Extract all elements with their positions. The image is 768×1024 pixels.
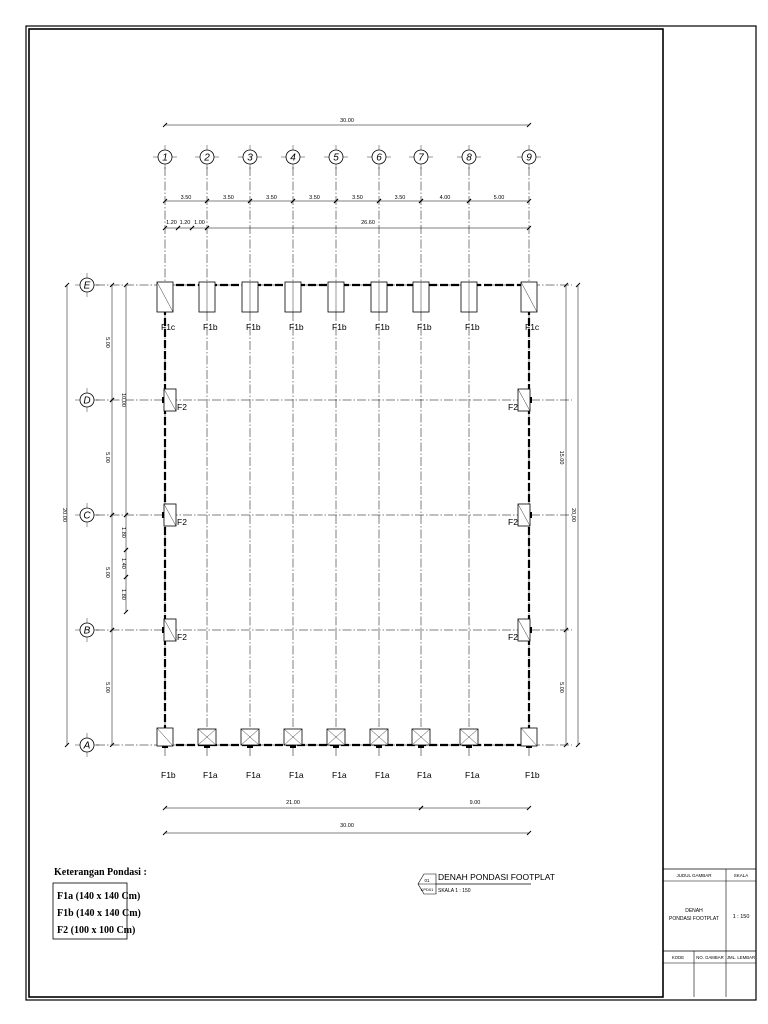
footing-F1b — [157, 728, 173, 746]
dimension-label: 5.00 — [104, 567, 110, 578]
dimension-bottom-right — [419, 800, 531, 810]
legend-item-f1b: F1b (140 x 140 Cm) — [57, 908, 141, 919]
bubble-label: C — [83, 510, 91, 522]
dimension-left-small — [120, 548, 128, 579]
footing-label-side-left: F2 — [177, 632, 187, 642]
dimension-label: 30.00 — [340, 118, 354, 124]
footing-label-bottom-8: F1a — [465, 770, 480, 780]
title-block-judul-line2: PONDASI FOOTPLAT — [669, 916, 719, 922]
footing-F1a — [460, 729, 478, 745]
dimension-label: 4.00 — [439, 195, 451, 201]
dimension-left-span — [104, 283, 114, 402]
bubble-label: E — [83, 280, 91, 292]
footing-F1b — [199, 282, 215, 312]
dimension-span-top — [163, 195, 209, 203]
dimension-label: 20.00 — [61, 508, 67, 522]
dimension-label: 20.00 — [570, 508, 576, 522]
dimension-left-sub — [120, 283, 128, 517]
footing-F1a — [327, 729, 345, 745]
grid-bubble-col-5 — [324, 145, 348, 169]
bubble-label: 8 — [466, 152, 472, 164]
title-block-judul-line1: DENAH — [685, 908, 703, 914]
drawing-frame — [29, 29, 663, 997]
dimension-right-top — [558, 283, 568, 632]
footing-F1b — [242, 282, 258, 312]
grid-axes — [96, 167, 572, 757]
footing-label-side-right: F2 — [508, 632, 518, 642]
dimension-left-span — [104, 628, 114, 747]
bubble-label: 2 — [204, 152, 210, 164]
dimension-label: 15.00 — [558, 450, 564, 465]
footing-label-bottom-6: F1a — [375, 770, 390, 780]
grid-bubble-col-2 — [195, 145, 219, 169]
dimension-left-small — [120, 575, 128, 614]
footing-F1b — [285, 282, 301, 312]
grid-bubble-col-3 — [238, 145, 262, 169]
bubble-label: 7 — [418, 152, 424, 164]
title-block-jml-lembar-label: JML. LEMBAR — [726, 955, 756, 960]
bubble-label: A — [83, 740, 91, 752]
sheet-outer-border — [26, 26, 756, 1000]
dimension-label: 5.00 — [104, 682, 110, 693]
legend-item-f1a: F1a (140 x 140 Cm) — [57, 891, 141, 902]
footing-label-side-right: F2 — [508, 402, 518, 412]
dimension-left-span — [104, 513, 114, 632]
dimension-label: 1.20 — [166, 220, 177, 226]
footing-label-bottom-5: F1a — [332, 770, 347, 780]
footing-F1a — [412, 729, 430, 745]
detail-ref-sheet: KPD01 — [420, 887, 434, 892]
dimension-label: 5.00 — [104, 452, 110, 463]
drawing-scale: SKALA 1 : 150 — [438, 888, 471, 894]
footing-F1b — [328, 282, 344, 312]
dimension-total-top — [163, 118, 531, 127]
grid-bubble-col-6 — [367, 145, 391, 169]
dimension-label: 9.00 — [469, 800, 481, 806]
footing-F2 — [518, 504, 530, 526]
footing-F1a — [370, 729, 388, 745]
dimension-span-top — [419, 195, 471, 203]
grid-bubble-col-1 — [153, 145, 177, 169]
dimension-label: 3.50 — [309, 195, 320, 201]
footing-label-side-left: F2 — [177, 402, 187, 412]
footing-label-top-9: F1c — [525, 322, 540, 332]
detail-ref-number: 01 — [424, 878, 430, 883]
bubble-label: 5 — [333, 152, 339, 164]
footing-label-top-2: F1b — [203, 322, 218, 332]
footing-label-top-4: F1b — [289, 322, 304, 332]
bubble-label: D — [83, 395, 91, 407]
footing-F1b — [371, 282, 387, 312]
dimension-label: 3.50 — [180, 195, 192, 201]
dimension-label: 5.00 — [558, 682, 564, 693]
dimension-right-bottom — [558, 628, 568, 747]
bubble-label: B — [83, 625, 91, 637]
dimension-bottom-left — [163, 800, 423, 810]
grid-bubbles — [75, 145, 541, 757]
footing-F1c — [157, 282, 173, 312]
dimension-span-top — [291, 195, 338, 203]
title-block-scale-value: 1 : 150 — [732, 914, 750, 920]
dimension-label: 3.50 — [394, 195, 406, 201]
legend-title: Keterangan Pondasi : — [54, 867, 147, 878]
dimension-left-span — [104, 398, 114, 517]
footing-F1a — [198, 729, 216, 745]
title-block-skala-label: SKALA — [733, 873, 749, 878]
title-block-kode-label: KODE — [671, 955, 685, 960]
footing-label-top-1: F1c — [161, 322, 176, 332]
bubble-label: 1 — [162, 152, 168, 164]
footing-label-top-3: F1b — [246, 322, 261, 332]
footing-F2 — [518, 389, 530, 411]
footing-label-bottom-9: F1b — [525, 770, 540, 780]
grid-bubble-row-C — [75, 503, 99, 527]
dimension-left-total — [61, 283, 69, 747]
grid-bubble-col-7 — [409, 145, 433, 169]
dimension-left-small — [120, 513, 128, 552]
footing-F1b — [461, 282, 477, 312]
footing-label-side-left: F2 — [177, 517, 187, 527]
footings — [157, 282, 540, 780]
footing-F1b — [521, 728, 537, 746]
drawing-title-block — [418, 872, 555, 894]
dimension-label: 3.50 — [352, 195, 363, 201]
dimension-label: 26.60 — [361, 220, 375, 226]
footing-label-bottom-4: F1a — [289, 770, 304, 780]
title-block — [663, 869, 756, 997]
grid-bubble-col-9 — [517, 145, 541, 169]
grid-bubble-col-8 — [457, 145, 481, 169]
foundation-legend — [53, 867, 147, 939]
footing-label-bottom-7: F1a — [417, 770, 432, 780]
footing-label-bottom-3: F1a — [246, 770, 261, 780]
dimension-label: 1.80 — [120, 527, 126, 538]
dimension-label: 5.00 — [493, 195, 505, 201]
dimension-label: 21.00 — [286, 800, 300, 806]
dimension-lines — [61, 118, 580, 835]
grid-bubble-row-B — [75, 618, 99, 642]
dimension-remaining-top — [205, 220, 531, 230]
footing-label-top-5: F1b — [332, 322, 347, 332]
grid-bubble-row-D — [75, 388, 99, 412]
dimension-label: 3.50 — [266, 195, 277, 201]
dimension-right-total — [570, 283, 580, 747]
footing-F2 — [164, 389, 176, 411]
footing-F2 — [164, 619, 176, 641]
dimension-span-top — [467, 195, 531, 203]
footing-label-side-right: F2 — [508, 517, 518, 527]
drawing-title: DENAH PONDASI FOOTPLAT — [438, 872, 555, 882]
dimension-span-top — [377, 195, 423, 203]
grid-bubble-row-E — [75, 273, 99, 297]
footing-label-bottom-1: F1b — [161, 770, 176, 780]
dimension-span-top — [205, 195, 252, 203]
bubble-label: 6 — [376, 152, 382, 164]
dimension-total-bottom — [163, 823, 531, 835]
legend-item-f2: F2 (100 x 100 Cm) — [57, 925, 136, 936]
footing-F1b — [413, 282, 429, 312]
footing-label-bottom-2: F1a — [203, 770, 218, 780]
title-block-judul-label: JUDUL GAMBAR — [676, 873, 712, 878]
footing-F1c — [521, 282, 537, 312]
dimension-label: 1.40 — [120, 558, 126, 569]
footing-label-top-8: F1b — [465, 322, 480, 332]
dimension-label: 5.00 — [104, 337, 110, 348]
bubble-label: 9 — [526, 152, 532, 164]
footing-F1a — [241, 729, 259, 745]
footing-label-top-6: F1b — [375, 322, 390, 332]
footing-label-top-7: F1b — [417, 322, 432, 332]
dimension-label: 10.00 — [120, 393, 126, 407]
dimension-label: 1.00 — [194, 220, 205, 226]
grid-bubble-row-A — [75, 733, 99, 757]
dimension-span-top — [248, 195, 295, 203]
grid-bubble-col-4 — [281, 145, 305, 169]
footing-F2 — [518, 619, 530, 641]
footing-F2 — [164, 504, 176, 526]
bubble-label: 4 — [290, 152, 296, 164]
dimension-label: 1.80 — [120, 589, 126, 600]
dimension-label: 1.20 — [179, 220, 191, 226]
footing-F1a — [284, 729, 302, 745]
dimension-label: 30.00 — [340, 823, 354, 829]
dimension-label: 3.50 — [223, 195, 234, 201]
dimension-span-top — [334, 195, 381, 203]
bubble-label: 3 — [247, 152, 253, 164]
title-block-no-gambar-label: NO. GAMBAR — [696, 955, 724, 960]
